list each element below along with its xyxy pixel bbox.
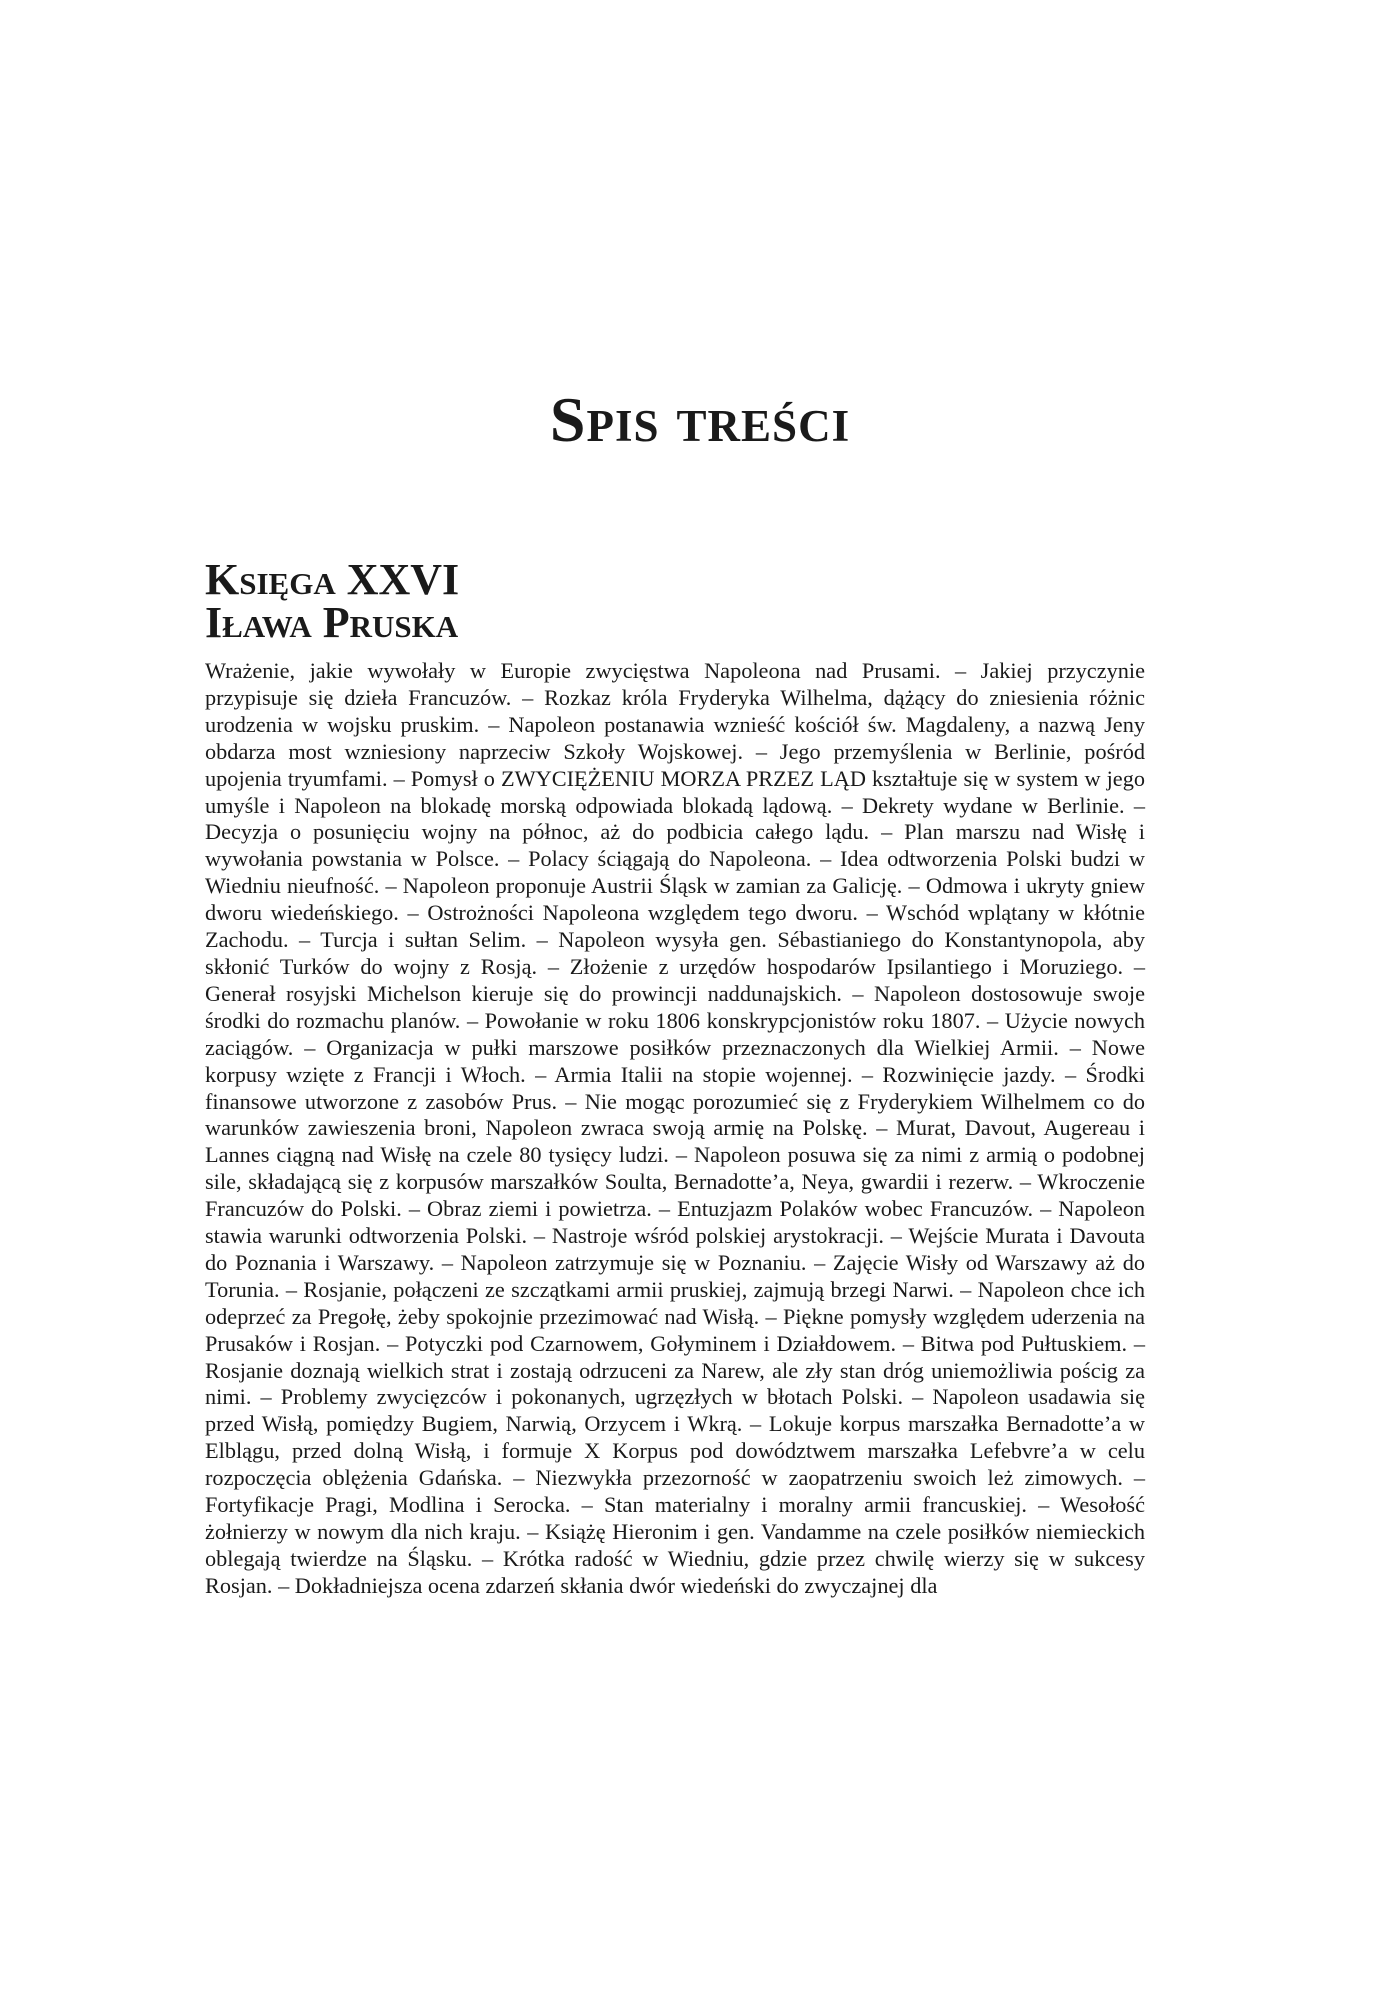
- page-title: Spis treści: [549, 384, 851, 455]
- chapter-summary: Wrażenie, jakie wywołały w Europie zwycięstwa Napoleona nad Prusami. – Jakiej przyczynie przypisuje się dzieła Francuzów. – Rozkaz króla Fryderyka Wilhelma, dążący do zniesienia różnic urodzenia w wojsku pruskim. – Napoleon postanawia wznieść kościół św. Magdaleny, a nazwą Jeny obdarza most wzniesiony naprzeciw Szkoły Wojskowej. – Jego przemyślenia w Berlinie, pośród upojenia tryumfami. – Pomysł o ZWYCIĘŻENIU MORZA PRZEZ LĄD kształtuje się w system w jego umyśle i Napoleon na blokadę morską odpowiada blokadą lądową. – Dekrety wydane w Berlinie. – Decyzja o posunięciu wojny na północ, aż do podbicia całego lądu. – Plan marszu nad Wisłę i wywołania powstania w Polsce. – Polacy ściągają do Napoleona. – Idea odtworzenia Polski budzi w Wiedniu nieufność. – Napoleon proponuje Austrii Śląsk w zamian za Galicję. – Odmowa i ukryty gniew dworu wiedeńskiego. – Ostrożności Napoleona względem tego dworu. – Wschód wplątany w kłótnie Zachodu. – Turcja i sułtan Selim. – Napoleon wysyła gen. Sébastianiego do Konstantynopola, aby skłonić Turków do wojny z Rosją. – Złożenie z urzędów hospodarów Ipsilantiego i Moruziego. – Generał rosyjski Michelson kieruje się do prowincji naddunajskich. – Napoleon dostosowuje swoje środki do rozmachu planów. – Powołanie w roku 1806 konskrypcjonistów roku 1807. – Użycie nowych zaciągów. – Organizacja w pułki marszowe posiłków przeznaczonych dla Wielkiej Armii. – Nowe korpusy wzięte z Francji i Włoch. – Armia Italii na stopie wojennej. – Rozwinięcie jazdy. – Środki finansowe utworzone z zasobów Prus. – Nie mogąc porozumieć się z Fryderykiem Wilhelmem co do warunków zawieszenia broni, Napoleon zwraca swoją armię na Polskę. – Murat, Davout, Augereau i Lannes ciągną nad Wisłę na czele 80 tysięcy ludzi. – Napoleon posuwa się za nimi z armią o podobnej sile, składającą się z korpusów marszałków Soulta, Bernadotte’a, Neya, gwardii i rezerw. – Wkroczenie Francuzów do Polski. – Obraz ziemi i powietrza. – Entuzjazm Polaków wobec Francuzów. – Napoleon stawia warunki odtworzenia Polski. – Nastroje wśród polskiej arystokracji. – Wejście Murata i Davouta do Poznania i Warszawy. – Napoleon zatrzymuje się w Poznaniu. – Zajęcie Wisły od Warszawy aż do Torunia. – Rosjanie, połączeni ze szczątkami armii pruskiej, zajmują brzegi Narwi. – Napoleon chce ich odeprzeć za Pregołę, żeby spokojnie przezimować nad Wisłą. – Piękne pomysły względem uderzenia na Prusaków i Rosjan. – Potyczki pod Czarnowem, Gołyminem i Działdowem. – Bitwa pod Pułtuskiem. – Rosjanie doznają wielkich strat i zostają odrzuceni za Narew, ale zły stan dróg uniemożliwia pościg za nimi. – Problemy zwycięzców i pokonanych, ugrzęzłych w błotach Polski. – Napoleon usadawia się przed Wisłą, pomiędzy Bugiem, Narwią, Orzycem i Wkrą. – Lokuje korpus marszałka Bernadotte’a w Elblągu, przed dolną Wisłą, i formuje X Korpus pod dowództwem marszałka Lefebvre’a w celu rozpoczęcia oblężenia Gdańska. – Niezwykła przezorność w zaopatrzeniu swoich leż zimowych. – Fortyfikacje Pragi, Modlina i Serocka. – Stan materialny i moralny armii francuskiej. – Wesołość żołnierzy w nowym dla nich kraju. – Książę Hieronim i gen. Vandamme na czele posiłków niemieckich oblegają twierdze na Śląsku. – Krótka radość w Wiedniu, gdzie przez chwilę wierzy się w sukcesy Rosjan. – Dokładniejsza ocena zdarzeń skłania dwór wiedeński do zwyczajnej dla: [205, 658, 1145, 1598]
- book-title: Iława Pruska: [205, 598, 459, 647]
- chapter-section: [205, 555, 1145, 1600]
- book-label: Księga XXVI: [205, 555, 460, 604]
- chapter-heading: [205, 555, 1145, 647]
